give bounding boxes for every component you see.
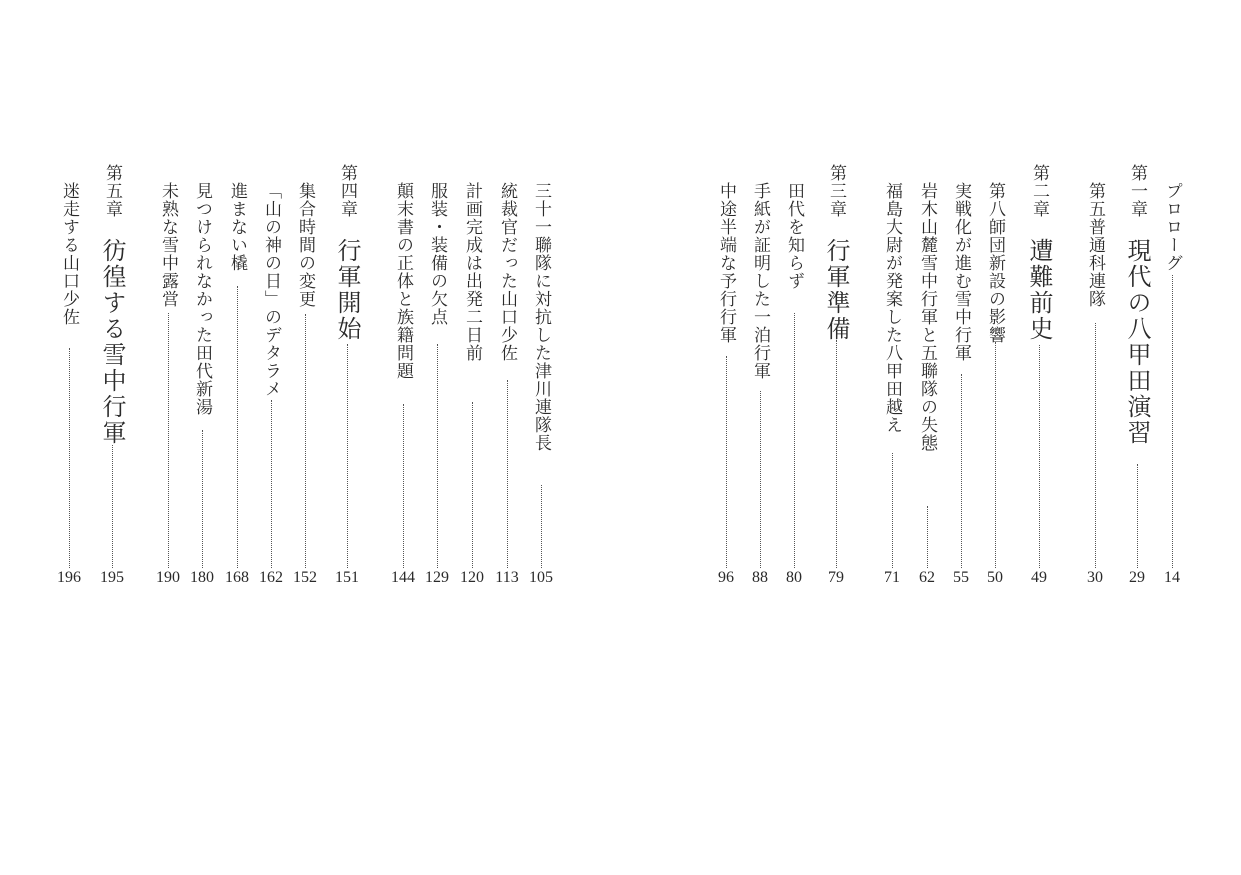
toc-section-entry — [1078, 0, 1112, 875]
dot-leader — [961, 374, 962, 568]
dot-leader — [1172, 275, 1173, 568]
toc-entry-title: 統裁官だった山口少佐 — [497, 182, 517, 362]
page-number: 113 — [495, 569, 519, 586]
toc-entry-title: 迷走する山口少佐 — [59, 182, 79, 326]
toc-entry-title: 「山の神の日」のデタラメ — [261, 182, 281, 398]
dot-leader — [237, 286, 238, 568]
dot-leader — [892, 453, 893, 568]
page-number: 195 — [100, 569, 124, 586]
toc-section-entry — [151, 0, 185, 875]
toc-section-entry — [288, 0, 322, 875]
dot-leader — [927, 506, 928, 568]
page-number: 162 — [259, 569, 283, 586]
chapter-name: 彷徨する雪中行軍 — [98, 238, 126, 446]
toc-section-entry — [944, 0, 978, 875]
toc-entry-title: 顛末書の正体と族籍問題 — [393, 182, 413, 380]
toc-section-entry — [185, 0, 219, 875]
chapter-number: 第四章 — [337, 164, 357, 218]
dot-leader — [1039, 345, 1040, 568]
page-number: 49 — [1031, 569, 1047, 586]
toc-entry-title — [1022, 164, 1056, 342]
toc-entry-title: 集合時間の変更 — [295, 182, 315, 308]
page-number: 152 — [293, 569, 317, 586]
chapter-name: 現代の八甲田演習 — [1123, 238, 1151, 446]
toc-entry-title: 計画完成は出発二日前 — [462, 182, 482, 362]
page-number: 55 — [953, 569, 969, 586]
page-number: 168 — [225, 569, 249, 586]
toc-chapter-entry — [95, 0, 129, 875]
toc-entry-title: 三十一聯隊に対抗した津川連隊長 — [531, 182, 551, 452]
dot-leader — [347, 344, 348, 568]
toc-entry-title: 第五普通科連隊 — [1085, 182, 1105, 308]
toc-chapter-entry — [819, 0, 853, 875]
toc-section-entry — [875, 0, 909, 875]
toc-section-entry — [524, 0, 558, 875]
toc-entry-title: 岩木山麓雪中行軍と五聯隊の失態 — [917, 182, 937, 452]
page-number: 50 — [987, 569, 1003, 586]
dot-leader — [1095, 323, 1096, 568]
page-number: 144 — [391, 569, 415, 586]
dot-leader — [995, 342, 996, 568]
toc-entry-title: 中途半端な予行行軍 — [716, 182, 736, 344]
dot-leader — [271, 400, 272, 568]
page-number: 71 — [884, 569, 900, 586]
chapter-number: 第三章 — [826, 164, 846, 218]
toc-chapter-entry — [1120, 0, 1154, 875]
toc-section-entry — [1155, 0, 1189, 875]
page-number: 29 — [1129, 569, 1145, 586]
page-number: 88 — [752, 569, 768, 586]
toc-entry-title: 実戦化が進む雪中行軍 — [951, 182, 971, 362]
toc-entry-title: 進まない橇 — [227, 182, 247, 272]
chapter-number: 第一章 — [1127, 164, 1147, 218]
dot-leader — [760, 391, 761, 568]
dot-leader — [202, 430, 203, 568]
toc-entry-title: 手紙が証明した一泊行軍 — [750, 182, 770, 380]
dot-leader — [726, 356, 727, 568]
page-number: 129 — [425, 569, 449, 586]
toc-chapter-entry — [330, 0, 364, 875]
dot-leader — [437, 344, 438, 568]
chapter-name: 行軍準備 — [822, 238, 850, 342]
dot-leader — [403, 404, 404, 568]
page-number: 180 — [190, 569, 214, 586]
toc-chapter-entry — [1022, 0, 1056, 875]
toc-entry-title — [819, 164, 853, 342]
dot-leader — [507, 380, 508, 568]
toc-section-entry — [490, 0, 524, 875]
page-number: 80 — [786, 569, 802, 586]
chapter-number: 第五章 — [102, 164, 122, 218]
page-number: 62 — [919, 569, 935, 586]
toc-entry-title — [1120, 164, 1154, 446]
page-number: 79 — [828, 569, 844, 586]
dot-leader — [305, 314, 306, 568]
page-number: 120 — [460, 569, 484, 586]
toc-section-entry — [455, 0, 489, 875]
toc-entry-title: 第八師団新設の影響 — [985, 182, 1005, 344]
chapter-name: 行軍開始 — [333, 238, 361, 342]
dot-leader — [541, 485, 542, 568]
dot-leader — [836, 340, 837, 568]
toc-entry-title: プロローグ — [1162, 182, 1182, 272]
chapter-number: 第二章 — [1029, 164, 1049, 218]
toc-section-entry — [709, 0, 743, 875]
toc-entry-title: 福島大尉が発案した八甲田越え — [882, 182, 902, 434]
toc-section-entry — [386, 0, 420, 875]
toc-entry-title: 見つけられなかった田代新湯 — [192, 182, 212, 416]
toc-entry-title: 田代を知らず — [784, 182, 804, 290]
page-number: 151 — [335, 569, 359, 586]
chapter-name: 遭難前史 — [1025, 238, 1053, 342]
toc-section-entry — [220, 0, 254, 875]
page-number: 105 — [529, 569, 553, 586]
dot-leader — [794, 313, 795, 568]
toc-entry-title — [330, 164, 364, 342]
toc-entry-title: 未熟な雪中露営 — [158, 182, 178, 308]
dot-leader — [1137, 464, 1138, 568]
page-number: 30 — [1087, 569, 1103, 586]
page-number: 96 — [718, 569, 734, 586]
toc-section-entry — [978, 0, 1012, 875]
toc-entry-title — [95, 164, 129, 446]
page-number: 14 — [1164, 569, 1180, 586]
dot-leader — [472, 402, 473, 568]
page-number: 190 — [156, 569, 180, 586]
page-number: 196 — [57, 569, 81, 586]
toc-section-entry — [420, 0, 454, 875]
toc-section-entry — [910, 0, 944, 875]
toc-section-entry — [52, 0, 86, 875]
dot-leader — [69, 348, 70, 568]
toc-entry-title: 服装・装備の欠点 — [427, 182, 447, 326]
dot-leader — [112, 445, 113, 568]
toc-section-entry — [254, 0, 288, 875]
toc-section-entry — [743, 0, 777, 875]
dot-leader — [168, 313, 169, 568]
toc-section-entry — [777, 0, 811, 875]
